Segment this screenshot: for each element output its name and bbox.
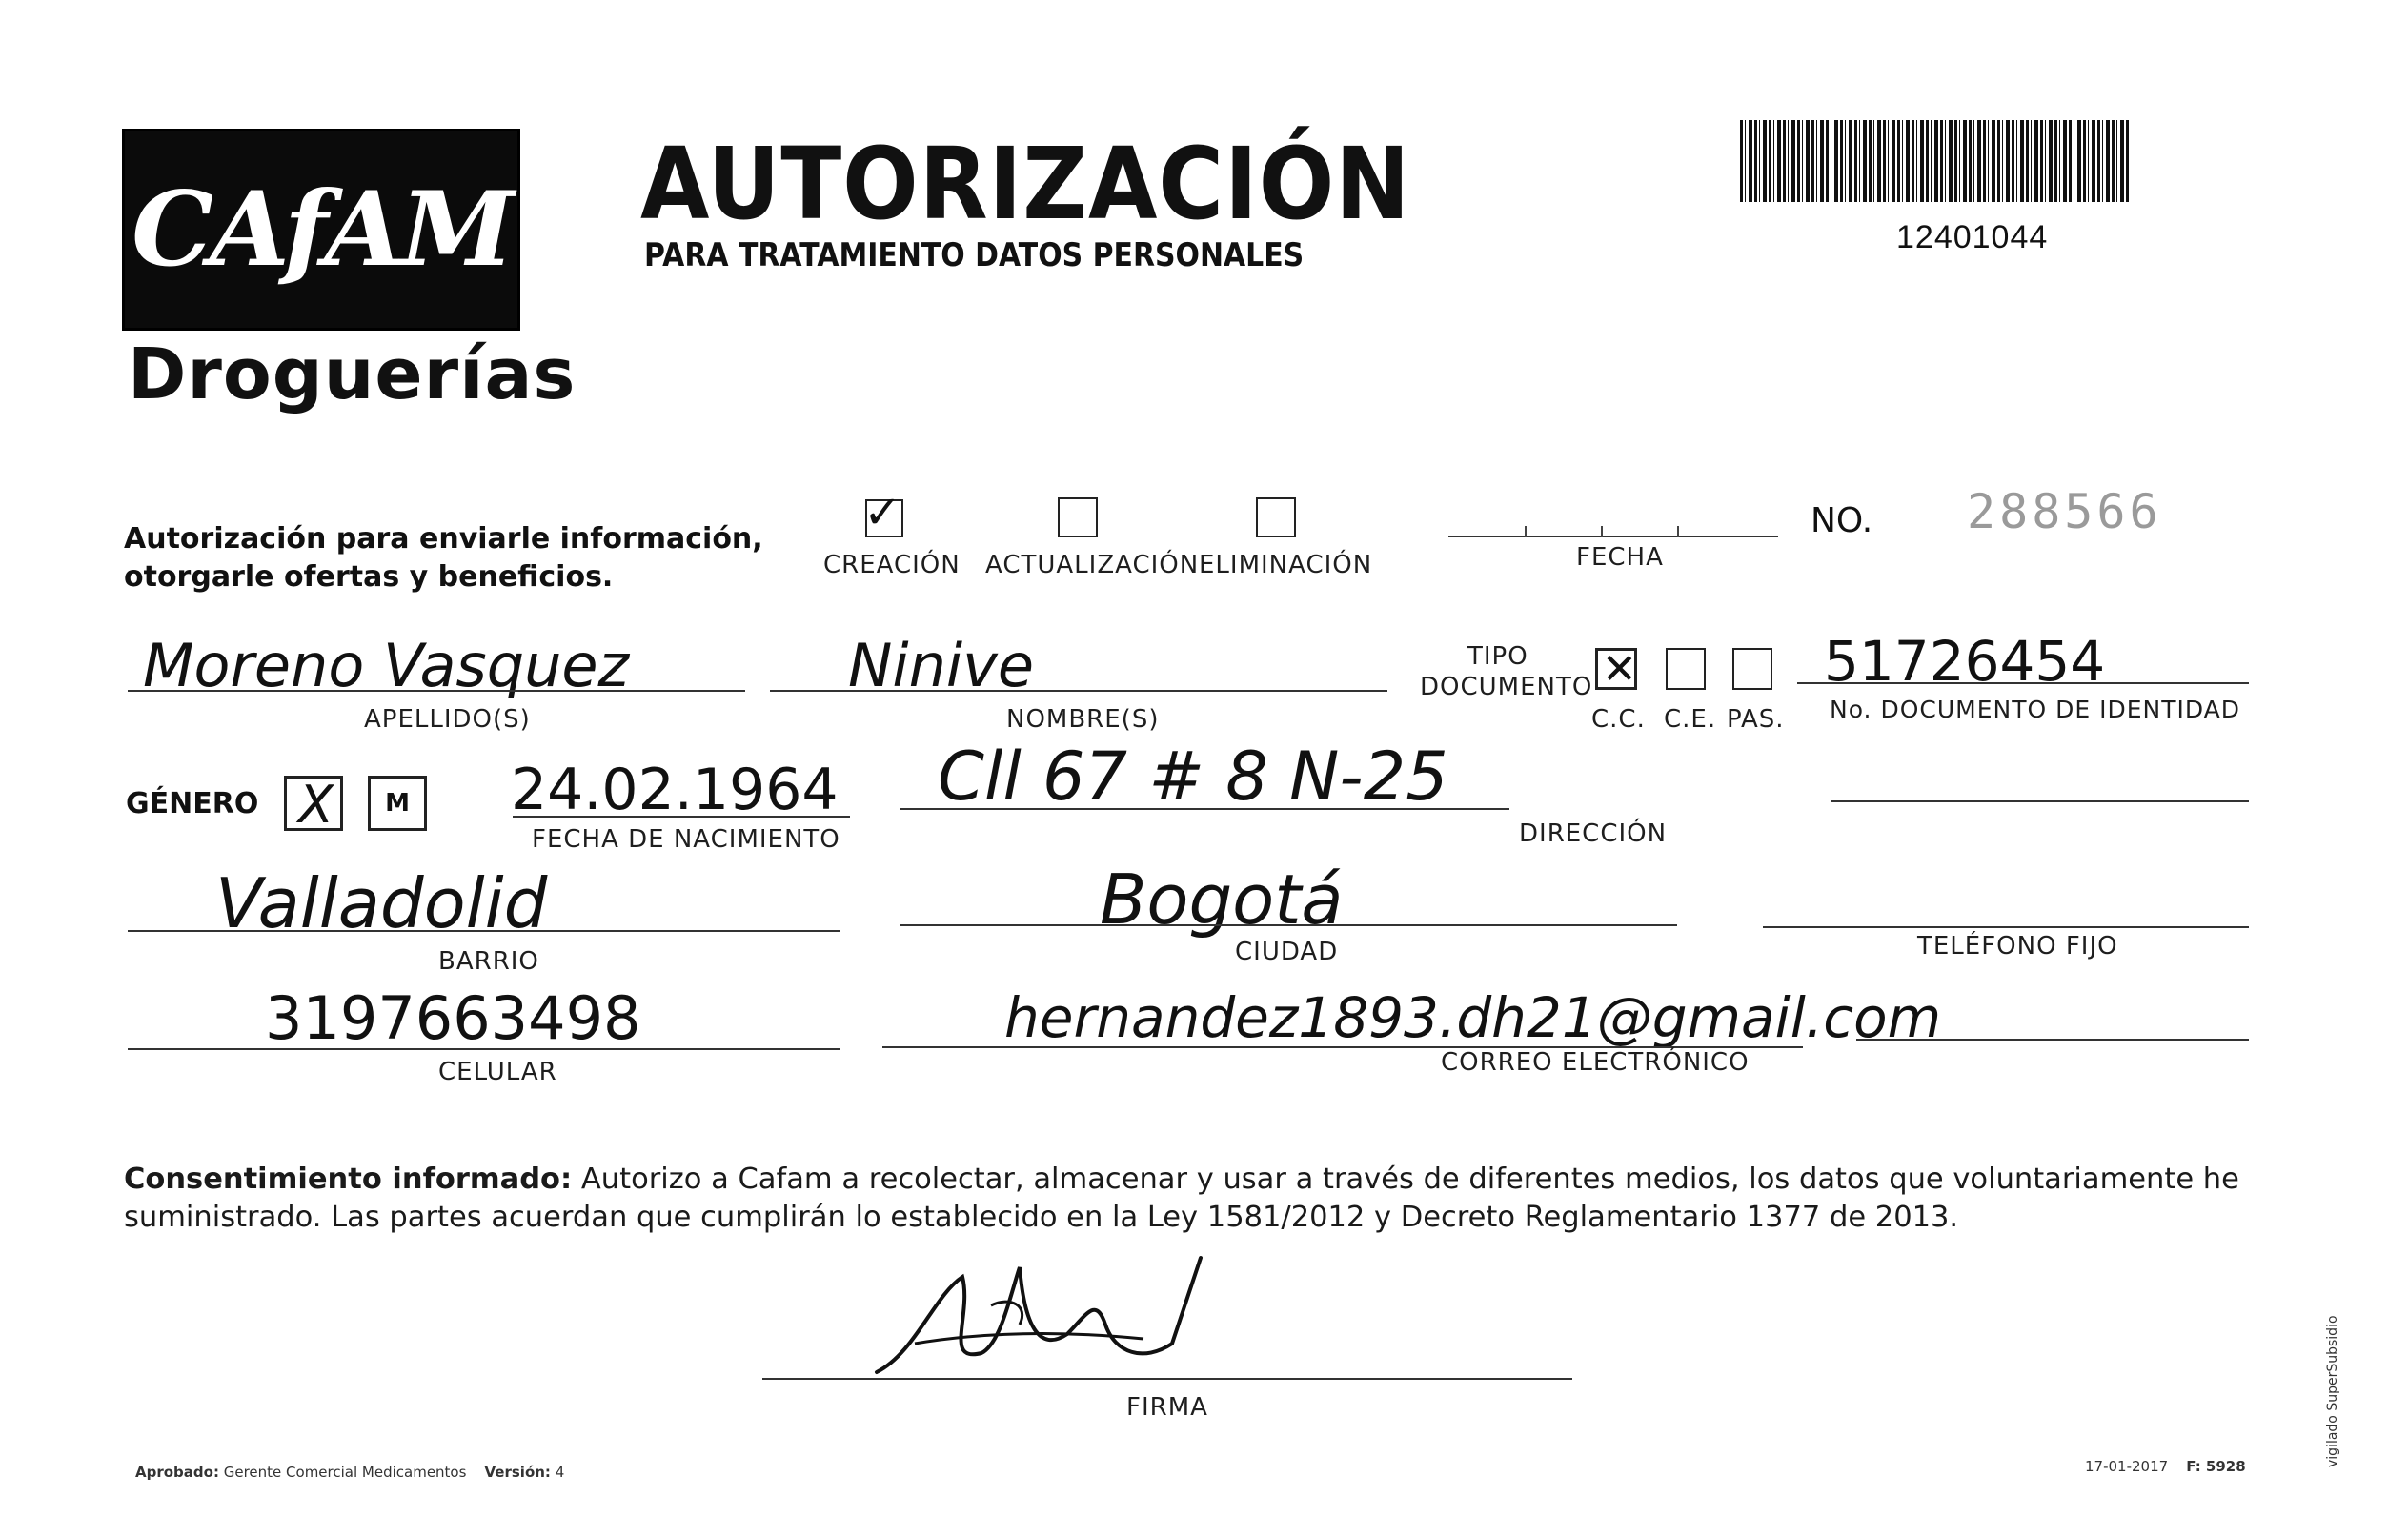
genero-f-checkbox[interactable] xyxy=(284,775,343,835)
fecha-line[interactable] xyxy=(1448,536,1778,537)
check-mark-icon: ✓ xyxy=(863,486,902,539)
correo-label: CORREO ELECTRÓNICO xyxy=(1441,1048,1750,1077)
tipo-documento-label-2: DOCUMENTO xyxy=(1420,673,1593,701)
intro-text-line2: otorgarle ofertas y beneficios. xyxy=(124,560,614,594)
fecha-nacimiento-value[interactable]: 24.02.1964 xyxy=(511,757,839,823)
cf-label: C.E. xyxy=(1664,705,1717,734)
firma-label: FIRMA xyxy=(1126,1393,1208,1422)
intro-text-line1: Autorización para enviarle información, xyxy=(124,522,763,556)
telefono-fijo-line[interactable] xyxy=(1763,926,2249,928)
eliminacion-checkbox[interactable] xyxy=(1256,497,1296,537)
celular-label: CELULAR xyxy=(438,1058,557,1086)
consent-text-line1: Autorizo a Cafam a recolectar, almacenar y usar a través de diferentes medios, los datos que voluntariamente he xyxy=(580,1163,2239,1196)
pas-checkbox[interactable] xyxy=(1732,648,1772,690)
cafam-logo-box xyxy=(122,129,520,331)
page-subtitle: PARA TRATAMIENTO DATOS PERSONALES xyxy=(644,236,1305,274)
telefono-fijo-label: TELÉFONO FIJO xyxy=(1917,932,2118,961)
barcode xyxy=(1740,120,2131,202)
creacion-checkbox[interactable] xyxy=(863,486,903,539)
consent-line1 xyxy=(124,1163,2258,1196)
celular-value[interactable]: 3197663498 xyxy=(265,983,641,1053)
creacion-label: CREACIÓN xyxy=(823,551,961,579)
doc-number-value[interactable]: 51726454 xyxy=(1824,629,2106,694)
eliminacion-label: ELIMINACIÓN xyxy=(1199,551,1373,579)
apellidos-value[interactable]: Moreno Vasquez xyxy=(143,631,630,700)
tipo-documento-label-1: TIPO xyxy=(1467,642,1528,671)
date-code: 17-01-2017 xyxy=(2085,1458,2169,1475)
consent-bold-lead: Consentimiento informado: xyxy=(124,1163,573,1196)
version-label: Versión: xyxy=(484,1464,551,1481)
fecha-label: FECHA xyxy=(1576,543,1664,572)
doc-number-label: No. DOCUMENTO DE IDENTIDAD xyxy=(1830,696,2241,723)
consent-text-line2: suministrado. Las partes acuerdan que cumplirán lo establecido en la Ley 1581/2012 y Decreto Reglamentario 1377 de 2013. xyxy=(124,1201,1959,1234)
ciudad-label: CIUDAD xyxy=(1235,938,1339,966)
genero-m-label: M xyxy=(385,789,410,818)
page-title: AUTORIZACIÓN xyxy=(640,126,1411,242)
form-number: 288566 xyxy=(1967,484,2162,539)
aprobado-value: Gerente Comercial Medicamentos xyxy=(223,1464,467,1481)
firma-line[interactable] xyxy=(762,1378,1572,1380)
actualizacion-checkbox[interactable] xyxy=(1058,497,1098,537)
nombres-label: NOMBRE(S) xyxy=(1006,705,1160,734)
footer-codes xyxy=(2085,1458,2246,1475)
footer-approval xyxy=(135,1464,564,1481)
fecha-nacimiento-label: FECHA DE NACIMIENTO xyxy=(532,825,840,854)
side-text: vigilado SuperSubsidio xyxy=(2325,1315,2340,1467)
cafam-logo-text: CAfAM xyxy=(132,170,511,290)
ciudad-value[interactable]: Bogotá xyxy=(1100,860,1344,940)
actualizacion-label: ACTUALIZACIÓN xyxy=(985,551,1200,579)
genero-f-mark: X xyxy=(298,775,334,835)
pas-label: PAS. xyxy=(1727,705,1785,734)
version-value: 4 xyxy=(555,1464,565,1481)
brand-name: Droguerías xyxy=(128,334,577,415)
apellidos-label: APELLIDO(S) xyxy=(364,705,531,734)
correo-value[interactable]: hernandez1893.dh21@gmail.com xyxy=(1004,985,1942,1050)
f-code: F: 5928 xyxy=(2186,1458,2246,1475)
barrio-value[interactable]: Valladolid xyxy=(215,863,548,943)
genero-m-checkbox[interactable] xyxy=(368,776,427,831)
nombres-value[interactable]: Ninive xyxy=(848,631,1034,700)
signature-image xyxy=(858,1239,1220,1401)
cc-checkbox[interactable] xyxy=(1595,645,1637,694)
cc-label: C.C. xyxy=(1591,705,1646,734)
direccion-label: DIRECCIÓN xyxy=(1519,819,1668,848)
direccion-value[interactable]: Cll 67 # 8 N-25 xyxy=(938,738,1448,816)
cf-checkbox[interactable] xyxy=(1666,648,1706,690)
genero-label: GÉNERO xyxy=(126,787,259,820)
aprobado-label: Aprobado: xyxy=(135,1464,219,1481)
barrio-label: BARRIO xyxy=(438,947,539,976)
barcode-number: 12401044 xyxy=(1896,219,2049,255)
no-label: NO. xyxy=(1811,501,1873,540)
x-mark-icon: ✕ xyxy=(1602,645,1637,694)
